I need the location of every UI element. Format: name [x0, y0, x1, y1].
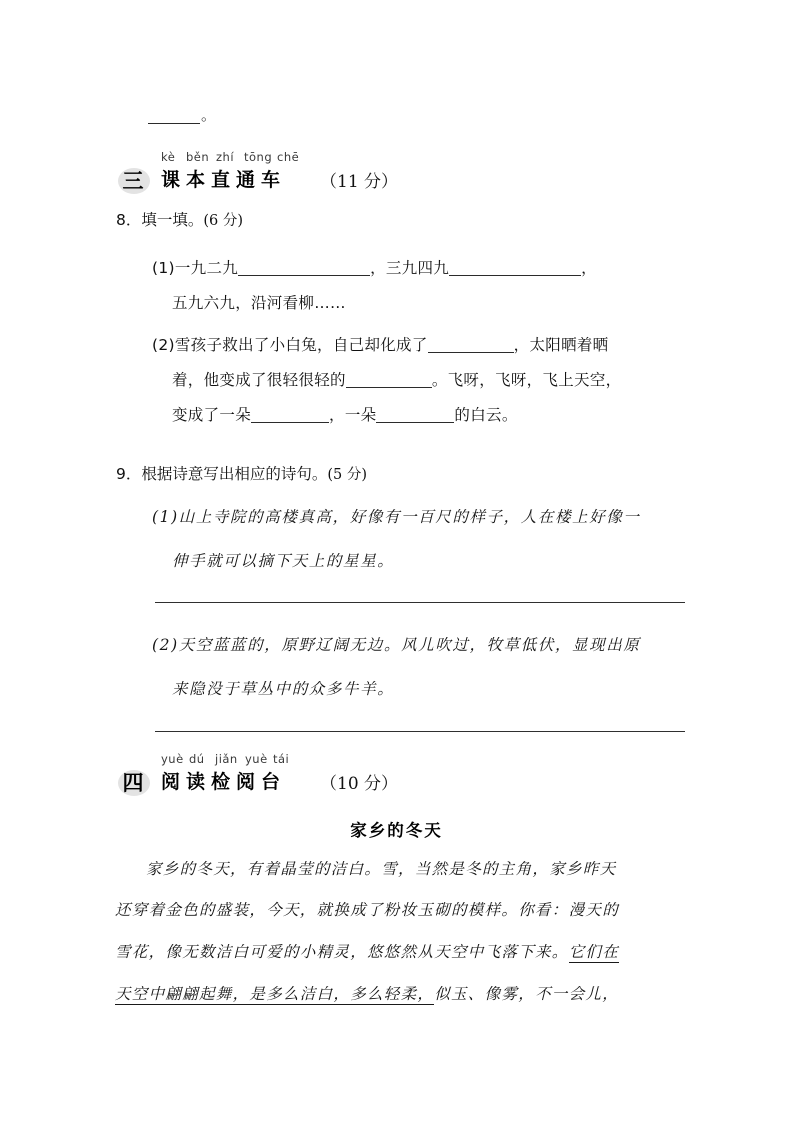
q8-item1-line1: [152, 256, 693, 278]
q8-item1-line2: 五九六九，沿河看柳……: [172, 294, 346, 312]
q8-item1-marker: (1): [152, 259, 175, 277]
q8-item1-text-a: 一九二九: [174, 259, 239, 277]
q8-blank-6[interactable]: [376, 407, 454, 423]
question-9-title: 9．根据诗意写出相应的诗句。: [116, 465, 328, 483]
q8-item2-text-e: 变成了一朵: [172, 406, 252, 424]
q8-blank-3[interactable]: [428, 337, 514, 353]
pinyin-syllable: jiǎn: [215, 752, 238, 766]
q8-item2-text-c: 着，他变成了很轻很轻的: [172, 371, 346, 389]
q8-blank-2[interactable]: [449, 260, 581, 276]
section-badge-4: [118, 768, 152, 798]
q8-item1-text-b: ，三九四九: [370, 259, 450, 277]
section-title-4: 阅读检阅台: [161, 771, 287, 793]
question-9-label: [116, 462, 367, 484]
q9-item1-line1: (1)山上寺院的高楼真高，好像有一百尺的样子，人在楼上好像一: [152, 508, 641, 526]
q8-item2-line2: [172, 368, 693, 390]
q8-item2-line3: [172, 403, 693, 425]
pinyin-syllable: zhí: [216, 150, 235, 164]
pinyin-syllable: yuè: [161, 752, 184, 766]
pinyin-syllable: tōng: [244, 150, 273, 164]
top-blank-period: 。: [201, 106, 217, 124]
q9-answer-line-2[interactable]: [155, 731, 685, 732]
passage-title: 家乡的冬天: [350, 821, 443, 840]
pinyin-syllable: chē: [277, 150, 300, 164]
question-9-points: (5 分): [327, 467, 368, 483]
pinyin-syllable: dú: [189, 752, 205, 766]
section-number-3: 三: [122, 169, 144, 193]
q9-item2-line2: 来隐没于草丛中的众多牛羊。: [172, 680, 395, 698]
section-title-3: 课本直通车: [161, 169, 287, 191]
pinyin-syllable: yuè: [245, 752, 268, 766]
section-score-4: （10 分）: [320, 774, 399, 794]
pinyin-syllable: kè: [161, 150, 176, 164]
section-number-4: 四: [122, 771, 144, 795]
section-score-3: （11 分）: [320, 172, 399, 192]
section-pinyin-3: [161, 150, 303, 164]
passage-line-3-plain: 雪花，像无数洁白可爱的小精灵，悠悠然从天空中飞落下来。: [115, 943, 569, 961]
q8-item2-text-b: ，太阳晒着晒: [513, 336, 609, 354]
passage-line-2: 还穿着金色的盛装，今天，就换成了粉妆玉砌的模样。你看：漫天的: [115, 901, 620, 919]
passage-line-4: [115, 982, 619, 1004]
top-blank-fragment: [148, 108, 216, 124]
question-8-points: (6 分): [203, 213, 244, 229]
pinyin-syllable: běn: [186, 150, 210, 164]
q8-item2-text-f: ，一朵: [329, 406, 377, 424]
passage-line-3: [115, 940, 619, 962]
q9-item2-line1: (2)天空蓝蓝的，原野辽阔无边。风儿吹过，牧草低伏，显现出原: [152, 636, 641, 654]
q9-answer-line-1[interactable]: [155, 602, 685, 603]
section-badge-3: [118, 166, 152, 196]
top-blank-rule: [148, 111, 200, 124]
q8-item2-marker: (2): [152, 336, 175, 354]
q8-blank-1[interactable]: [238, 260, 370, 276]
pinyin-syllable: tái: [273, 752, 290, 766]
question-8-title: 8．填一填。: [116, 211, 204, 229]
q8-item2-text-a: 雪孩子救出了小白兔，自己却化成了: [174, 336, 428, 354]
q8-item1-text-c: ，: [581, 259, 597, 277]
q9-item1-line2: 伸手就可以摘下天上的星星。: [172, 552, 395, 570]
q8-blank-4[interactable]: [346, 372, 432, 388]
passage-underlined-end: 天空中翩翩起舞，是多么洁白，多么轻柔，: [115, 985, 435, 1003]
q8-blank-5[interactable]: [251, 407, 329, 423]
question-8-label: [116, 208, 243, 230]
q8-item2-text-g: 的白云。: [454, 406, 518, 424]
passage-line-4-plain: 似玉、像雾，不一会儿，: [434, 985, 620, 1003]
section-pinyin-4: [161, 752, 299, 766]
q8-item2-line1: [152, 333, 693, 355]
passage-line-1: 家乡的冬天，有着晶莹的洁白。雪，当然是冬的主角，家乡昨天: [146, 860, 617, 878]
passage-underlined-start: 它们在: [568, 943, 620, 961]
q8-item2-text-d: 。飞呀，飞呀，飞上天空，: [431, 371, 622, 389]
